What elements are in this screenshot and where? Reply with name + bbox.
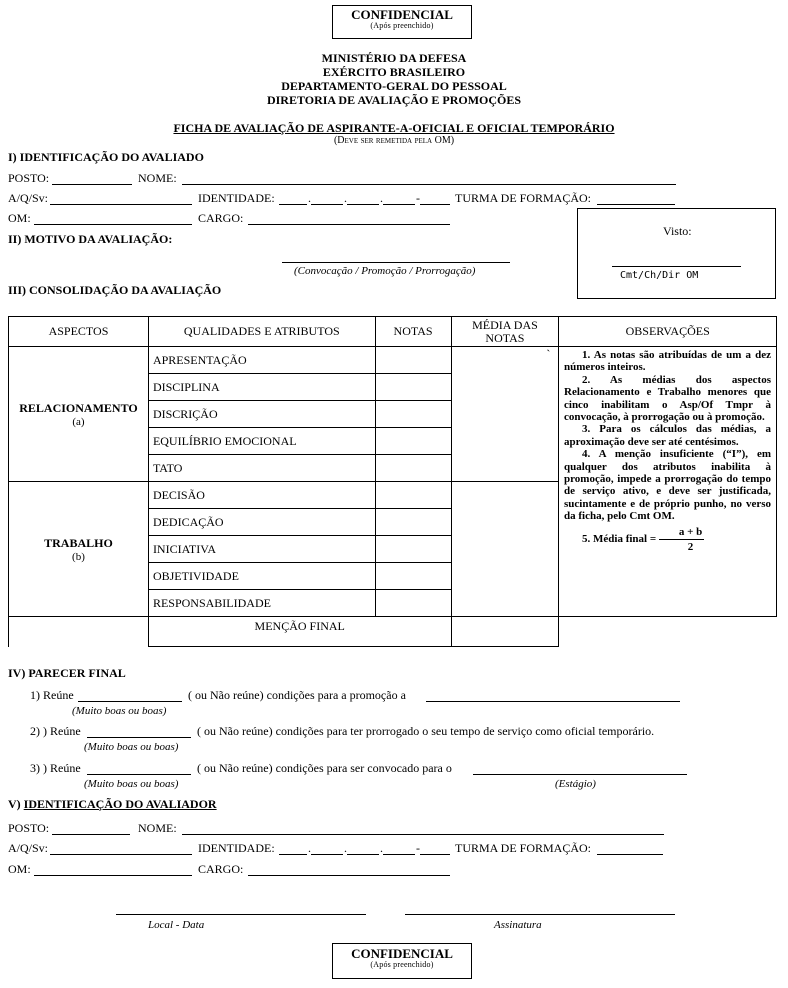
attr-apresentacao: APRESENTAÇÃO: [148, 347, 375, 374]
attr-iniciativa: INICIATIVA: [148, 536, 375, 563]
posto-label: POSTO:: [8, 171, 50, 185]
group-trabalho: TRABALHO (b): [9, 482, 149, 617]
estagio-caption: (Estágio): [555, 778, 596, 790]
section5-title: V) IDENTIFICAÇÃO DO AVALIADOR: [8, 797, 217, 811]
turma-label: TURMA DE FORMAÇÃO:: [455, 191, 592, 205]
header-line2: EXÉRCITO BRASILEIRO: [322, 65, 466, 79]
header-media: MÉDIA DAS NOTAS: [451, 317, 559, 347]
confidential-sublabel: (Após preenchido): [370, 21, 434, 31]
parecer-item2-field[interactable]: [87, 737, 191, 738]
parecer-item3-text: ( ou Não reúne) condições para ser convocado para o: [197, 761, 452, 775]
attr-decisao: DECISÃO: [148, 482, 375, 509]
obs-note-3: 3. Para os cálculos das médias, a aproximação deve ser até centésimos.: [564, 423, 771, 448]
visto-label: Visto:: [663, 224, 692, 238]
nota-apresentacao[interactable]: [375, 347, 451, 374]
parecer-item2-prefix: 2) ) Reúne: [30, 724, 81, 738]
confidential-stamp-bottom: [332, 943, 472, 979]
nota-tato[interactable]: [375, 455, 451, 482]
nome-field[interactable]: [182, 184, 676, 185]
local-data-field[interactable]: [116, 914, 366, 915]
confidential-sublabel: (Após preenchido): [370, 960, 434, 970]
aqsv-label: A/Q/Sv:: [8, 191, 49, 205]
nota-disciplina[interactable]: [375, 374, 451, 401]
avaliador-om-field[interactable]: [34, 875, 192, 876]
om-label: OM:: [8, 211, 31, 225]
obs-note-2: 2. As médias dos aspectos Relacionamento e Trabalho menores que cinco inabilitam o Asp/Of Tmpr à convocação, à prorrogação ou à promoção.: [564, 373, 771, 424]
avaliador-nome-label: NOME:: [138, 821, 177, 835]
visto-box: [577, 208, 776, 299]
avaliador-identidade-label: IDENTIDADE:: [198, 841, 275, 855]
header-line4: DIRETORIA DE AVALIAÇÃO E PROMOÇÕES: [266, 93, 522, 107]
turma-field[interactable]: [597, 204, 675, 205]
motivo-field[interactable]: [282, 262, 510, 263]
section2-title: II) MOTIVO DA AVALIAÇÃO:: [8, 232, 173, 246]
visto-caption: Cmt/Ch/Dir OM: [620, 270, 699, 281]
om-field[interactable]: [34, 224, 192, 225]
header-aspectos: ASPECTOS: [9, 317, 149, 347]
avaliador-nome-field[interactable]: [182, 834, 664, 835]
avaliador-posto-field[interactable]: [52, 834, 130, 835]
motivo-caption: (Convocação / Promoção / Prorrogação): [294, 265, 476, 277]
assinatura-caption: Assinatura: [494, 919, 542, 931]
obs-note-1: 1. As notas são atribuídas de um a dez números inteiros.: [564, 349, 771, 374]
header-line3: DEPARTAMENTO-GERAL DO PESSOAL: [281, 79, 507, 93]
confidential-stamp-top: [332, 5, 472, 39]
parecer-item1-field[interactable]: [78, 701, 182, 702]
observacoes-text: [564, 349, 771, 554]
attr-dedicacao: DEDICAÇÃO: [148, 509, 375, 536]
mencao-final-field[interactable]: [451, 617, 559, 647]
section4-title: IV) PARECER FINAL: [8, 666, 126, 680]
group-relacionamento: RELACIONAMENTO (a): [9, 347, 149, 482]
obs-note-4: 4. A menção insuficiente (“I”), em qualquer dos atributos inabilita à promoção, impede a prorrogação do tempo de serviço ativo, e deve ser justificada, sucintamente e de próprio punho, no verso da ficha, pelo Cmt OM.: [564, 448, 771, 523]
parecer-item1-posto-field[interactable]: [426, 701, 680, 702]
form-subtitle: (Deve ser remetida pela OM): [333, 135, 455, 146]
nota-iniciativa[interactable]: [375, 536, 451, 563]
posto-field[interactable]: [52, 184, 132, 185]
parecer-item3-caption: (Muito boas ou boas): [84, 778, 179, 790]
section3-title: III) CONSOLIDAÇÃO DA AVALIAÇÃO: [8, 283, 222, 297]
parecer-item3-estagio-field[interactable]: [473, 774, 687, 775]
avaliador-posto-label: POSTO:: [8, 821, 50, 835]
parecer-item3-prefix: 3) ) Reúne: [30, 761, 81, 775]
header-notas: NOTAS: [375, 317, 451, 347]
mencao-final-label: MENÇÃO FINAL: [148, 617, 451, 647]
nota-discricao[interactable]: [375, 401, 451, 428]
parecer-item1-prefix: 1) Reúne: [30, 688, 74, 702]
confidential-label: CONFIDENCIAL: [351, 7, 453, 22]
avaliador-aqsv-field[interactable]: [50, 854, 192, 855]
avaliador-turma-field[interactable]: [597, 854, 663, 855]
obs-note-5: 5. Média final = $\frac{a + b}{2}$: [582, 525, 703, 553]
nota-decisao[interactable]: [375, 482, 451, 509]
header-line1: MINISTÉRIO DA DEFESA: [321, 51, 467, 65]
identidade-label: IDENTIDADE:: [198, 191, 275, 205]
local-data-caption: Local - Data: [148, 919, 205, 931]
parecer-item3-field[interactable]: [87, 774, 191, 775]
nota-dedicacao[interactable]: [375, 509, 451, 536]
nota-equilibrio[interactable]: [375, 428, 451, 455]
cargo-label: CARGO:: [198, 211, 244, 225]
header-qualidades: QUALIDADES E ATRIBUTOS: [148, 317, 375, 347]
aqsv-field[interactable]: [50, 204, 192, 205]
cargo-field[interactable]: [248, 224, 450, 225]
attr-responsabilidade: RESPONSABILIDADE: [148, 590, 375, 617]
avaliador-aqsv-label: A/Q/Sv:: [8, 841, 49, 855]
assinatura-field[interactable]: [405, 914, 675, 915]
visto-signature-line[interactable]: [612, 266, 741, 267]
nota-responsabilidade[interactable]: [375, 590, 451, 617]
avaliador-turma-label: TURMA DE FORMAÇÃO:: [455, 841, 592, 855]
parecer-item1-caption: (Muito boas ou boas): [72, 705, 167, 717]
form-title: FICHA DE AVALIAÇÃO DE ASPIRANTE-A-OFICIAL E OFICIAL TEMPORÁRIO: [173, 121, 615, 135]
confidential-label: CONFIDENCIAL: [351, 946, 453, 961]
attr-discricao: DISCRIÇÃO: [148, 401, 375, 428]
parecer-item2-text: ( ou Não reúne) condições para ter prorrogado o seu tempo de serviço como oficial temporário.: [197, 724, 655, 738]
attr-equilibrio: EQUILÍBRIO EMOCIONAL: [148, 428, 375, 455]
parecer-item2-caption: (Muito boas ou boas): [84, 741, 179, 753]
media-relacionamento[interactable]: `: [451, 347, 559, 482]
nome-label: NOME:: [138, 171, 177, 185]
avaliador-cargo-label: CARGO:: [198, 862, 244, 876]
avaliador-cargo-field[interactable]: [248, 875, 450, 876]
header-observacoes: OBSERVAÇÕES: [559, 317, 777, 347]
nota-objetividade[interactable]: [375, 563, 451, 590]
attr-disciplina: DISCIPLINA: [148, 374, 375, 401]
parecer-item1-text: ( ou Não reúne) condições para a promoção a: [188, 688, 406, 702]
attr-objetividade: OBJETIVIDADE: [148, 563, 375, 590]
avaliador-om-label: OM:: [8, 862, 31, 876]
media-final-fraction: $\frac{a + b}{2}$: [659, 525, 704, 554]
attr-tato: TATO: [148, 455, 375, 482]
section1-title: I) IDENTIFICAÇÃO DO AVALIADO: [8, 150, 204, 164]
media-trabalho[interactable]: [451, 482, 559, 617]
